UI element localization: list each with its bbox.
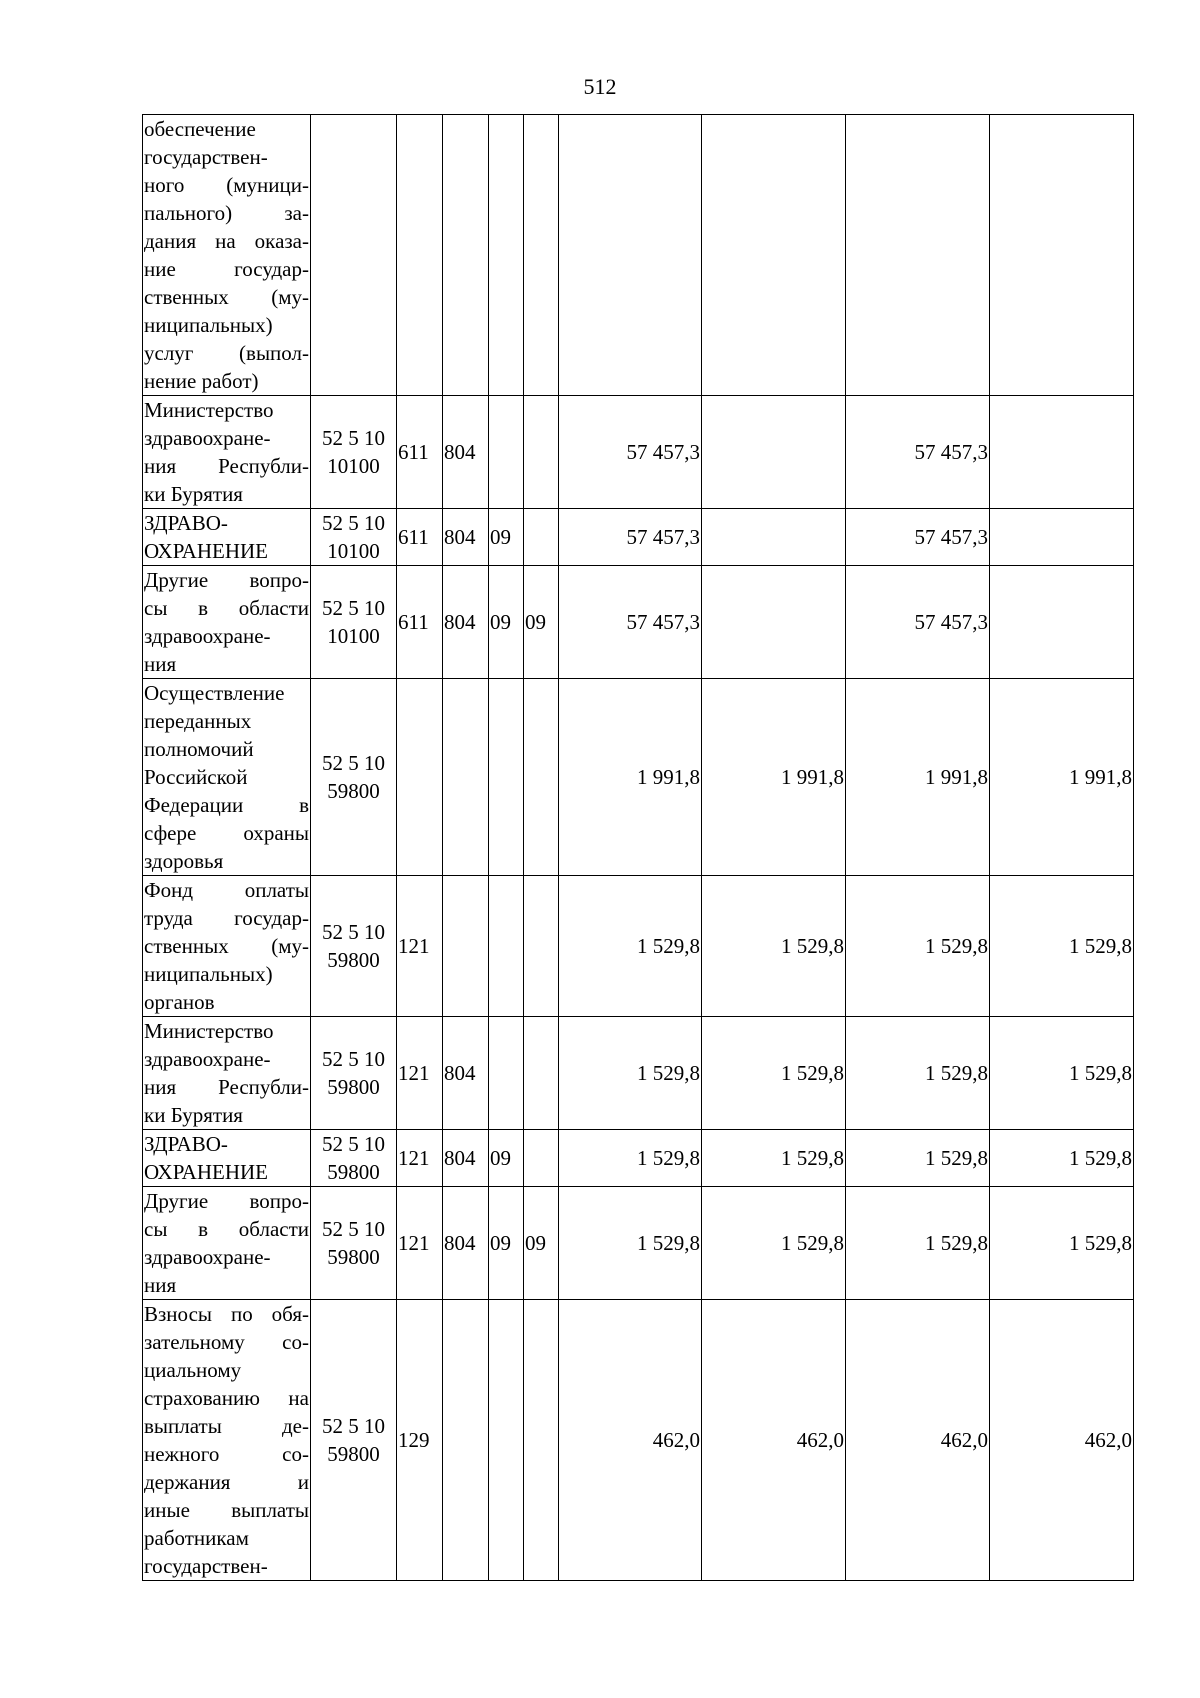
row-name-line: ЗДРАВО- [144,511,228,535]
amount-cell-1: 1 529,8 [559,1017,702,1130]
csr-code-line: 59800 [327,1160,380,1184]
rz-code-cell: 09 [489,1130,524,1187]
amount-cell-3: 1 529,8 [846,1187,990,1300]
row-name-line: работникам [144,1526,249,1550]
csr-code-line: 52 5 10 [322,920,385,944]
row-name-line: Фонд оплаты [144,878,309,902]
amount-cell-3: 1 991,8 [846,679,990,876]
table-row [143,1187,1134,1300]
amount-cell-4 [990,509,1134,566]
row-name-cell [143,396,311,509]
amount-cell-1 [559,115,702,396]
row-name-line: услуг (выпол- [144,341,309,365]
pr-code-cell: 09 [524,566,559,679]
table-row [143,1017,1134,1130]
row-name-line: страхованию на [144,1386,309,1410]
table-row [143,1130,1134,1187]
row-name-line: держания и [144,1470,309,1494]
pr-code-cell [524,1017,559,1130]
row-name-cell [143,1187,311,1300]
grbs-code-cell: 804 [443,396,489,509]
amount-cell-3: 1 529,8 [846,1017,990,1130]
row-name-cell [143,679,311,876]
vr-code-cell: 611 [397,396,443,509]
amount-cell-2: 1 529,8 [702,876,846,1017]
row-name-line: здоровья [144,849,224,873]
amount-cell-1: 1 991,8 [559,679,702,876]
csr-code-cell [311,1130,397,1187]
row-name-line: ЗДРАВО- [144,1132,228,1156]
row-name-line: Взносы по обя- [144,1302,309,1326]
csr-code-line: 59800 [327,1245,380,1269]
row-name-line: ОХРАНЕНИЕ [144,539,269,563]
amount-cell-1: 1 529,8 [559,1187,702,1300]
rz-code-cell [489,115,524,396]
csr-code-cell [311,396,397,509]
grbs-code-cell [443,115,489,396]
row-name-line: обеспечение [144,117,256,141]
row-name-line: Другие вопро- [144,568,309,592]
table-row [143,1300,1134,1581]
csr-code-line: 52 5 10 [322,1217,385,1241]
amount-cell-4: 1 529,8 [990,876,1134,1017]
row-name-line: ния Республи- [144,1075,309,1099]
amount-cell-3 [846,115,990,396]
csr-code-line: 52 5 10 [322,1132,385,1156]
row-name-line: ОХРАНЕНИЕ [144,1160,269,1184]
rz-code-cell [489,679,524,876]
rz-code-cell: 09 [489,509,524,566]
row-name-cell [143,1017,311,1130]
row-name-line: выплаты де- [144,1414,309,1438]
row-name-line: полномочий [144,737,254,761]
amount-cell-4: 462,0 [990,1300,1134,1581]
row-name-line: Другие вопро- [144,1189,309,1213]
row-name-line: государствен- [144,145,268,169]
row-name-cell [143,115,311,396]
amount-cell-1: 1 529,8 [559,1130,702,1187]
row-name-line: дания на оказа- [144,229,309,253]
row-name-line: здравоохране- [144,1047,271,1071]
csr-code-line: 10100 [327,454,380,478]
row-name-line: ки Бурятия [144,482,243,506]
row-name-line: ния [144,1273,177,1297]
amount-cell-4 [990,566,1134,679]
csr-code-cell [311,876,397,1017]
vr-code-cell: 121 [397,876,443,1017]
csr-code-cell [311,509,397,566]
csr-code-line: 52 5 10 [322,1414,385,1438]
amount-cell-4 [990,115,1134,396]
amount-cell-4: 1 529,8 [990,1130,1134,1187]
csr-code-line: 52 5 10 [322,426,385,450]
pr-code-cell [524,876,559,1017]
pr-code-cell [524,115,559,396]
table-row [143,679,1134,876]
row-name-line: органов [144,990,215,1014]
amount-cell-2: 1 529,8 [702,1130,846,1187]
row-name-line: здравоохране- [144,426,271,450]
row-name-cell [143,566,311,679]
pr-code-cell [524,1130,559,1187]
grbs-code-cell: 804 [443,1017,489,1130]
amount-cell-3: 1 529,8 [846,1130,990,1187]
amount-cell-1: 57 457,3 [559,566,702,679]
row-name-cell [143,1130,311,1187]
vr-code-cell: 611 [397,509,443,566]
table-row [143,876,1134,1017]
grbs-code-cell [443,876,489,1017]
amount-cell-3: 462,0 [846,1300,990,1581]
row-name-line: зательному со- [144,1330,309,1354]
vr-code-cell: 121 [397,1130,443,1187]
rz-code-cell [489,1300,524,1581]
row-name-line: ние государ- [144,257,309,281]
amount-cell-4 [990,396,1134,509]
rz-code-cell [489,876,524,1017]
pr-code-cell [524,679,559,876]
row-name-line: ного (муници- [144,173,309,197]
csr-code-cell [311,1017,397,1130]
table-row [143,115,1134,396]
grbs-code-cell: 804 [443,566,489,679]
row-name-line: нение работ) [144,369,259,393]
rz-code-cell: 09 [489,1187,524,1300]
pr-code-cell [524,396,559,509]
row-name-cell [143,876,311,1017]
pr-code-cell [524,1300,559,1581]
csr-code-cell [311,1187,397,1300]
rz-code-cell: 09 [489,566,524,679]
row-name-line: переданных [144,709,252,733]
vr-code-cell [397,679,443,876]
csr-code-cell [311,115,397,396]
row-name-line: иные выплаты [144,1498,309,1522]
amount-cell-2 [702,115,846,396]
vr-code-cell: 121 [397,1017,443,1130]
grbs-code-cell [443,679,489,876]
amount-cell-3: 57 457,3 [846,509,990,566]
row-name-line: труда государ- [144,906,309,930]
row-name-line: здравоохране- [144,624,271,648]
row-name-line: Федерации в [144,793,309,817]
amount-cell-3: 57 457,3 [846,566,990,679]
row-name-line: государствен- [144,1554,268,1578]
row-name-line: Российской [144,765,248,789]
row-name-line: ния Республи- [144,454,309,478]
grbs-code-cell: 804 [443,509,489,566]
row-name-line: сы в области [144,1217,309,1241]
csr-code-line: 52 5 10 [322,751,385,775]
page-number: 512 [583,74,617,99]
row-name-line: Министерство [144,1019,274,1043]
csr-code-cell [311,566,397,679]
vr-code-cell: 611 [397,566,443,679]
csr-code-line: 10100 [327,539,380,563]
row-name-line: Министерство [144,398,274,422]
csr-code-line: 10100 [327,624,380,648]
grbs-code-cell: 804 [443,1130,489,1187]
amount-cell-2: 1 529,8 [702,1017,846,1130]
row-name-line: ниципальных) [144,313,273,337]
amount-cell-1: 1 529,8 [559,876,702,1017]
csr-code-line: 59800 [327,948,380,972]
amount-cell-3: 57 457,3 [846,396,990,509]
csr-code-line: 52 5 10 [322,511,385,535]
row-name-line: ки Бурятия [144,1103,243,1127]
table-row [143,509,1134,566]
table-row [143,566,1134,679]
csr-code-line: 52 5 10 [322,596,385,620]
amount-cell-3: 1 529,8 [846,876,990,1017]
amount-cell-2 [702,509,846,566]
row-name-line: ственных (му- [144,934,309,958]
budget-table [142,114,1134,1581]
table-row [143,396,1134,509]
csr-code-line: 59800 [327,1442,380,1466]
amount-cell-4: 1 529,8 [990,1187,1134,1300]
row-name-line: сы в области [144,596,309,620]
amount-cell-1: 57 457,3 [559,396,702,509]
row-name-cell [143,509,311,566]
csr-code-cell [311,1300,397,1581]
rz-code-cell [489,1017,524,1130]
grbs-code-cell: 804 [443,1187,489,1300]
row-name-line: Осуществление [144,681,285,705]
csr-code-line: 52 5 10 [322,1047,385,1071]
vr-code-cell: 129 [397,1300,443,1581]
row-name-line: ниципальных) [144,962,273,986]
row-name-line: здравоохране- [144,1245,271,1269]
vr-code-cell: 121 [397,1187,443,1300]
grbs-code-cell [443,1300,489,1581]
row-name-line: пального) за- [144,201,309,225]
row-name-line: нежного со- [144,1442,309,1466]
amount-cell-4: 1 991,8 [990,679,1134,876]
csr-code-line: 59800 [327,779,380,803]
amount-cell-2: 1 991,8 [702,679,846,876]
csr-code-line: 59800 [327,1075,380,1099]
row-name-line: ния [144,652,177,676]
amount-cell-4: 1 529,8 [990,1017,1134,1130]
amount-cell-1: 462,0 [559,1300,702,1581]
amount-cell-2: 1 529,8 [702,1187,846,1300]
csr-code-cell [311,679,397,876]
amount-cell-2 [702,566,846,679]
row-name-line: циальному [144,1358,242,1382]
pr-code-cell [524,509,559,566]
vr-code-cell [397,115,443,396]
amount-cell-1: 57 457,3 [559,509,702,566]
amount-cell-2: 462,0 [702,1300,846,1581]
pr-code-cell: 09 [524,1187,559,1300]
row-name-cell [143,1300,311,1581]
row-name-line: ственных (му- [144,285,309,309]
row-name-line: сфере охраны [144,821,309,845]
rz-code-cell [489,396,524,509]
amount-cell-2 [702,396,846,509]
